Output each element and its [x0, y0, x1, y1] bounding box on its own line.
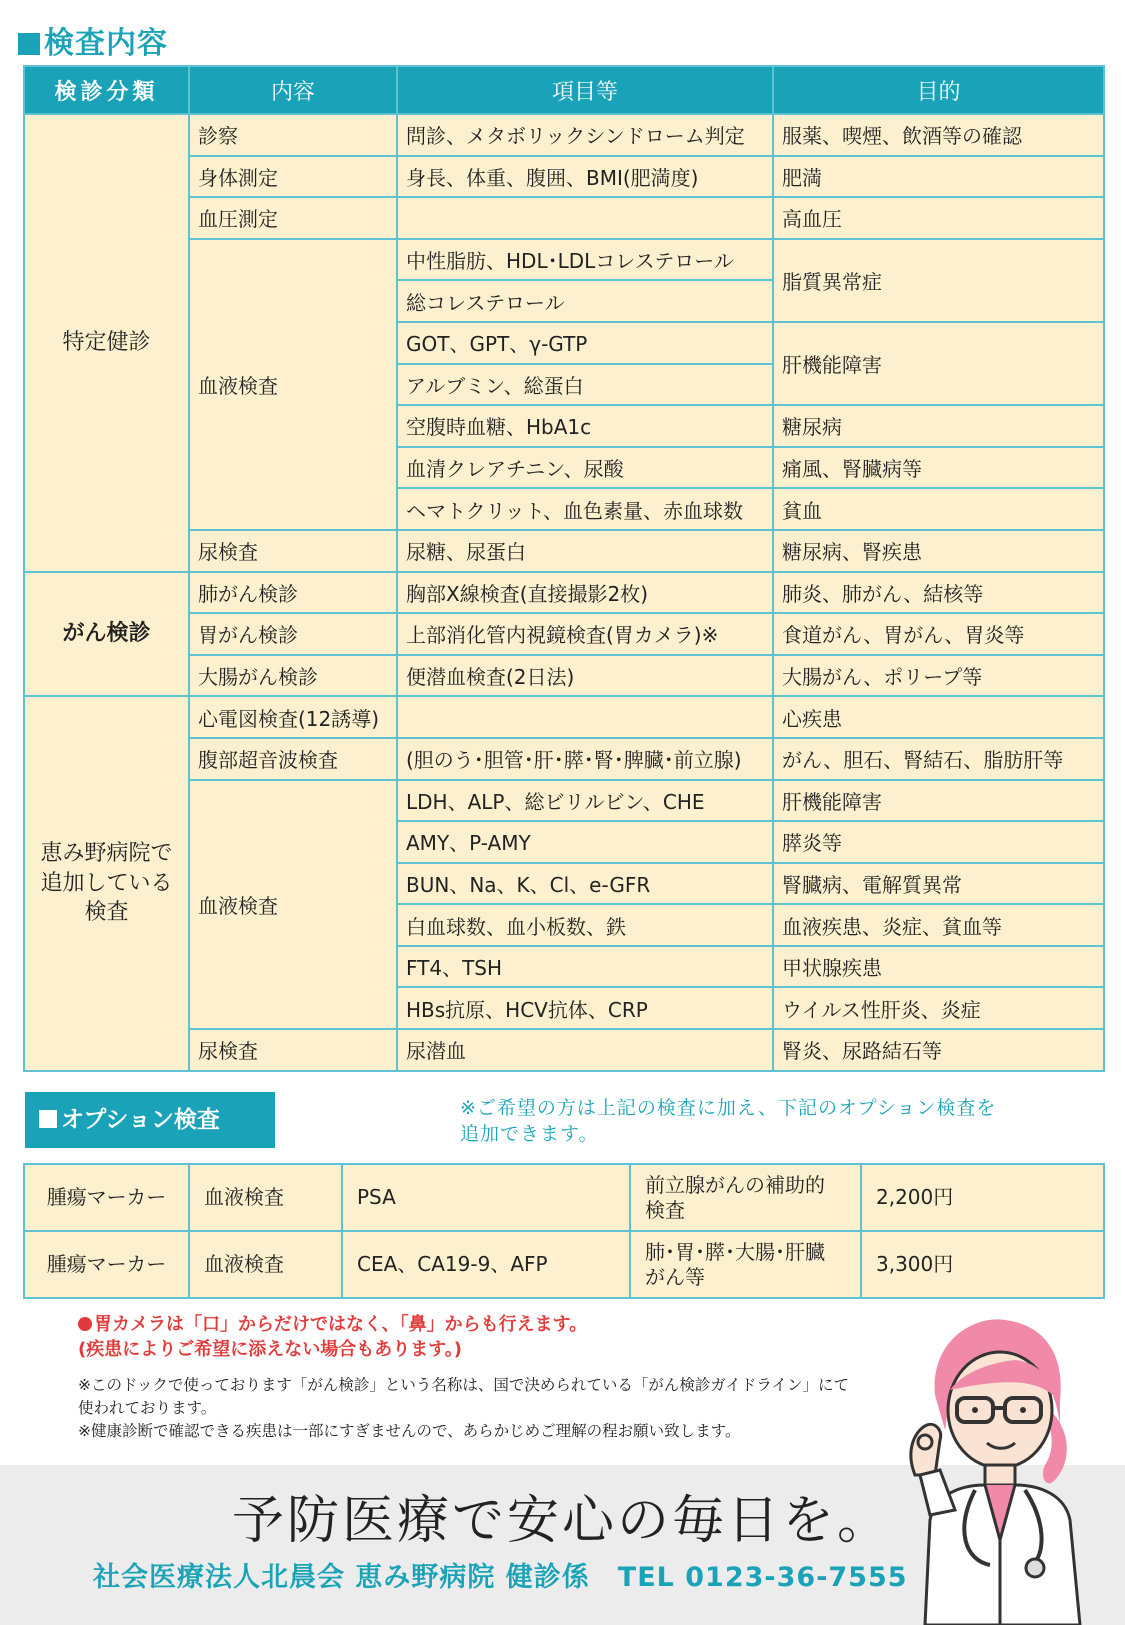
exam-table — [23, 65, 1105, 1072]
table-row — [24, 572, 1104, 614]
purpose-cell: 高血圧 — [773, 197, 1104, 239]
bullet-icon — [78, 1317, 92, 1331]
item-cell: 胸部X線検査(直接撮影2枚) — [397, 572, 773, 614]
header-content: 内容 — [189, 66, 397, 114]
option-target — [630, 1164, 861, 1231]
disclaimer-line: 使われております。 — [78, 1399, 217, 1417]
item-cell: FT4、TSH — [397, 946, 773, 988]
notice-red-line: 胃カメラは「口」からだけではなく、「鼻」からも行えます。 — [94, 1314, 588, 1335]
purpose-cell: 痛風、腎臓病等 — [773, 447, 1104, 489]
slogan: 予防医療で安心の毎日を。 — [232, 1491, 893, 1551]
item-cell: 総コレステロール — [397, 280, 773, 322]
option-note-line: 追加できます。 — [460, 1123, 599, 1145]
item-cell: 空腹時血糖、HbA1c — [397, 405, 773, 447]
item-cell — [397, 197, 773, 239]
purpose-cell: 血液疾患、炎症、貧血等 — [773, 904, 1104, 946]
category-cell: 特定健診 — [24, 114, 189, 572]
option-item: PSA — [342, 1164, 630, 1231]
item-cell: GOT、GPT、γ-GTP — [397, 322, 773, 364]
purpose-cell: ウイルス性肝炎、炎症 — [773, 987, 1104, 1029]
content-cell: 大腸がん検診 — [189, 655, 397, 697]
disclaimer-line: ※このドックで使っております「がん検診」という名称は、国で決められている「がん検診ガイドライン」にて — [78, 1376, 849, 1394]
option-method: 血液検査 — [189, 1231, 342, 1298]
item-cell: 中性脂肪、HDL･LDLコレステロール — [397, 239, 773, 281]
content-cell: 血圧測定 — [189, 197, 397, 239]
content-cell: 診察 — [189, 114, 397, 156]
option-price: 3,300円 — [861, 1231, 1104, 1298]
option-target-line: 検査 — [645, 1197, 685, 1222]
table-header-row — [24, 66, 1104, 114]
content-cell: 心電図検査(12誘導) — [189, 696, 397, 738]
item-cell: アルブミン、総蛋白 — [397, 364, 773, 406]
category-cell: 恵み野病院で追加している検査 — [24, 696, 189, 1070]
purpose-cell: がん、胆石、腎結石、脂肪肝等 — [773, 738, 1104, 780]
content-cell: 血液検査 — [189, 780, 397, 1030]
item-cell: 問診、メタボリックシンドローム判定 — [397, 114, 773, 156]
gastroscope-notice — [78, 1312, 587, 1362]
purpose-cell: 腎炎、尿路結石等 — [773, 1029, 1104, 1071]
disclaimer-notes — [78, 1374, 918, 1443]
disclaimer-line: ※健康診断で確認できる疾患は一部にすぎませんので、あらかじめご理解の程お願い致します。 — [78, 1422, 741, 1440]
item-cell: 便潜血検査(2日法) — [397, 655, 773, 697]
section-title — [18, 18, 168, 62]
item-cell: 身長、体重、腹囲、BMI(肥満度) — [397, 156, 773, 198]
option-target — [630, 1231, 861, 1298]
header-purpose: 目的 — [773, 66, 1104, 114]
table-row — [24, 1164, 1104, 1231]
item-cell: ヘマトクリット、血色素量、赤血球数 — [397, 488, 773, 530]
option-target-line: がん等 — [645, 1264, 705, 1289]
table-row — [24, 1231, 1104, 1298]
item-cell: 尿潜血 — [397, 1029, 773, 1071]
purpose-cell: 腎臓病、電解質異常 — [773, 863, 1104, 905]
purpose-cell: 糖尿病、腎疾患 — [773, 530, 1104, 572]
option-note — [460, 1095, 996, 1147]
purpose-cell: 服薬、喫煙、飲酒等の確認 — [773, 114, 1104, 156]
purpose-cell: 肥満 — [773, 156, 1104, 198]
purpose-cell: 脂質異常症 — [773, 239, 1104, 322]
option-target-line: 肺･胃･膵･大腸･肝臓 — [645, 1239, 825, 1264]
contact-info: 社会医療法人北晨会 恵み野病院 健診係 TEL 0123-36-7555 — [93, 1562, 908, 1593]
notice-red-line: (疾患によりご希望に添えない場合もあります。) — [78, 1339, 463, 1360]
content-cell: 身体測定 — [189, 156, 397, 198]
purpose-cell: 肝機能障害 — [773, 780, 1104, 822]
square-icon — [39, 1110, 57, 1128]
option-title-text: オプション検査 — [61, 1107, 220, 1133]
purpose-cell: 肝機能障害 — [773, 322, 1104, 405]
purpose-cell: 心疾患 — [773, 696, 1104, 738]
option-type: 腫瘍マーカー — [24, 1164, 189, 1231]
square-icon — [18, 33, 40, 55]
item-cell: BUN、Na、K、Cl、e-GFR — [397, 863, 773, 905]
option-method: 血液検査 — [189, 1164, 342, 1231]
content-cell: 胃がん検診 — [189, 613, 397, 655]
doctor-illustration — [895, 1300, 1095, 1625]
item-cell — [397, 696, 773, 738]
content-cell: 腹部超音波検査 — [189, 738, 397, 780]
purpose-cell: 糖尿病 — [773, 405, 1104, 447]
purpose-cell: 膵炎等 — [773, 821, 1104, 863]
item-cell: 血清クレアチニン、尿酸 — [397, 447, 773, 489]
item-cell: 上部消化管内視鏡検査(胃カメラ)※ — [397, 613, 773, 655]
option-price: 2,200円 — [861, 1164, 1104, 1231]
item-cell: (胆のう･胆管･肝･膵･腎･脾臓･前立腺) — [397, 738, 773, 780]
item-cell: 白血球数、血小板数、鉄 — [397, 904, 773, 946]
option-item: CEA、CA19-9、AFP — [342, 1231, 630, 1298]
content-cell: 尿検査 — [189, 1029, 397, 1071]
header-category: 検診分類 — [24, 66, 189, 114]
item-cell: AMY、P-AMY — [397, 821, 773, 863]
category-cell: がん検診 — [24, 572, 189, 697]
content-cell: 血液検査 — [189, 239, 397, 530]
option-table — [23, 1163, 1105, 1299]
item-cell: 尿糖、尿蛋白 — [397, 530, 773, 572]
header-items: 項目等 — [397, 66, 773, 114]
purpose-cell: 大腸がん、ポリープ等 — [773, 655, 1104, 697]
option-type: 腫瘍マーカー — [24, 1231, 189, 1298]
table-row — [24, 696, 1104, 738]
item-cell: HBs抗原、HCV抗体、CRP — [397, 987, 773, 1029]
content-cell: 尿検査 — [189, 530, 397, 572]
table-row — [24, 114, 1104, 156]
purpose-cell: 肺炎、肺がん、結核等 — [773, 572, 1104, 614]
option-note-line: ※ご希望の方は上記の検査に加え、下記のオプション検査を — [460, 1097, 997, 1119]
item-cell: LDH、ALP、総ビリルビン、CHE — [397, 780, 773, 822]
purpose-cell: 貧血 — [773, 488, 1104, 530]
section-title-text: 検査内容 — [44, 26, 168, 61]
purpose-cell: 甲状腺疾患 — [773, 946, 1104, 988]
option-target-line: 前立腺がんの補助的 — [645, 1172, 825, 1197]
option-title — [25, 1092, 275, 1148]
purpose-cell: 食道がん、胃がん、胃炎等 — [773, 613, 1104, 655]
content-cell: 肺がん検診 — [189, 572, 397, 614]
